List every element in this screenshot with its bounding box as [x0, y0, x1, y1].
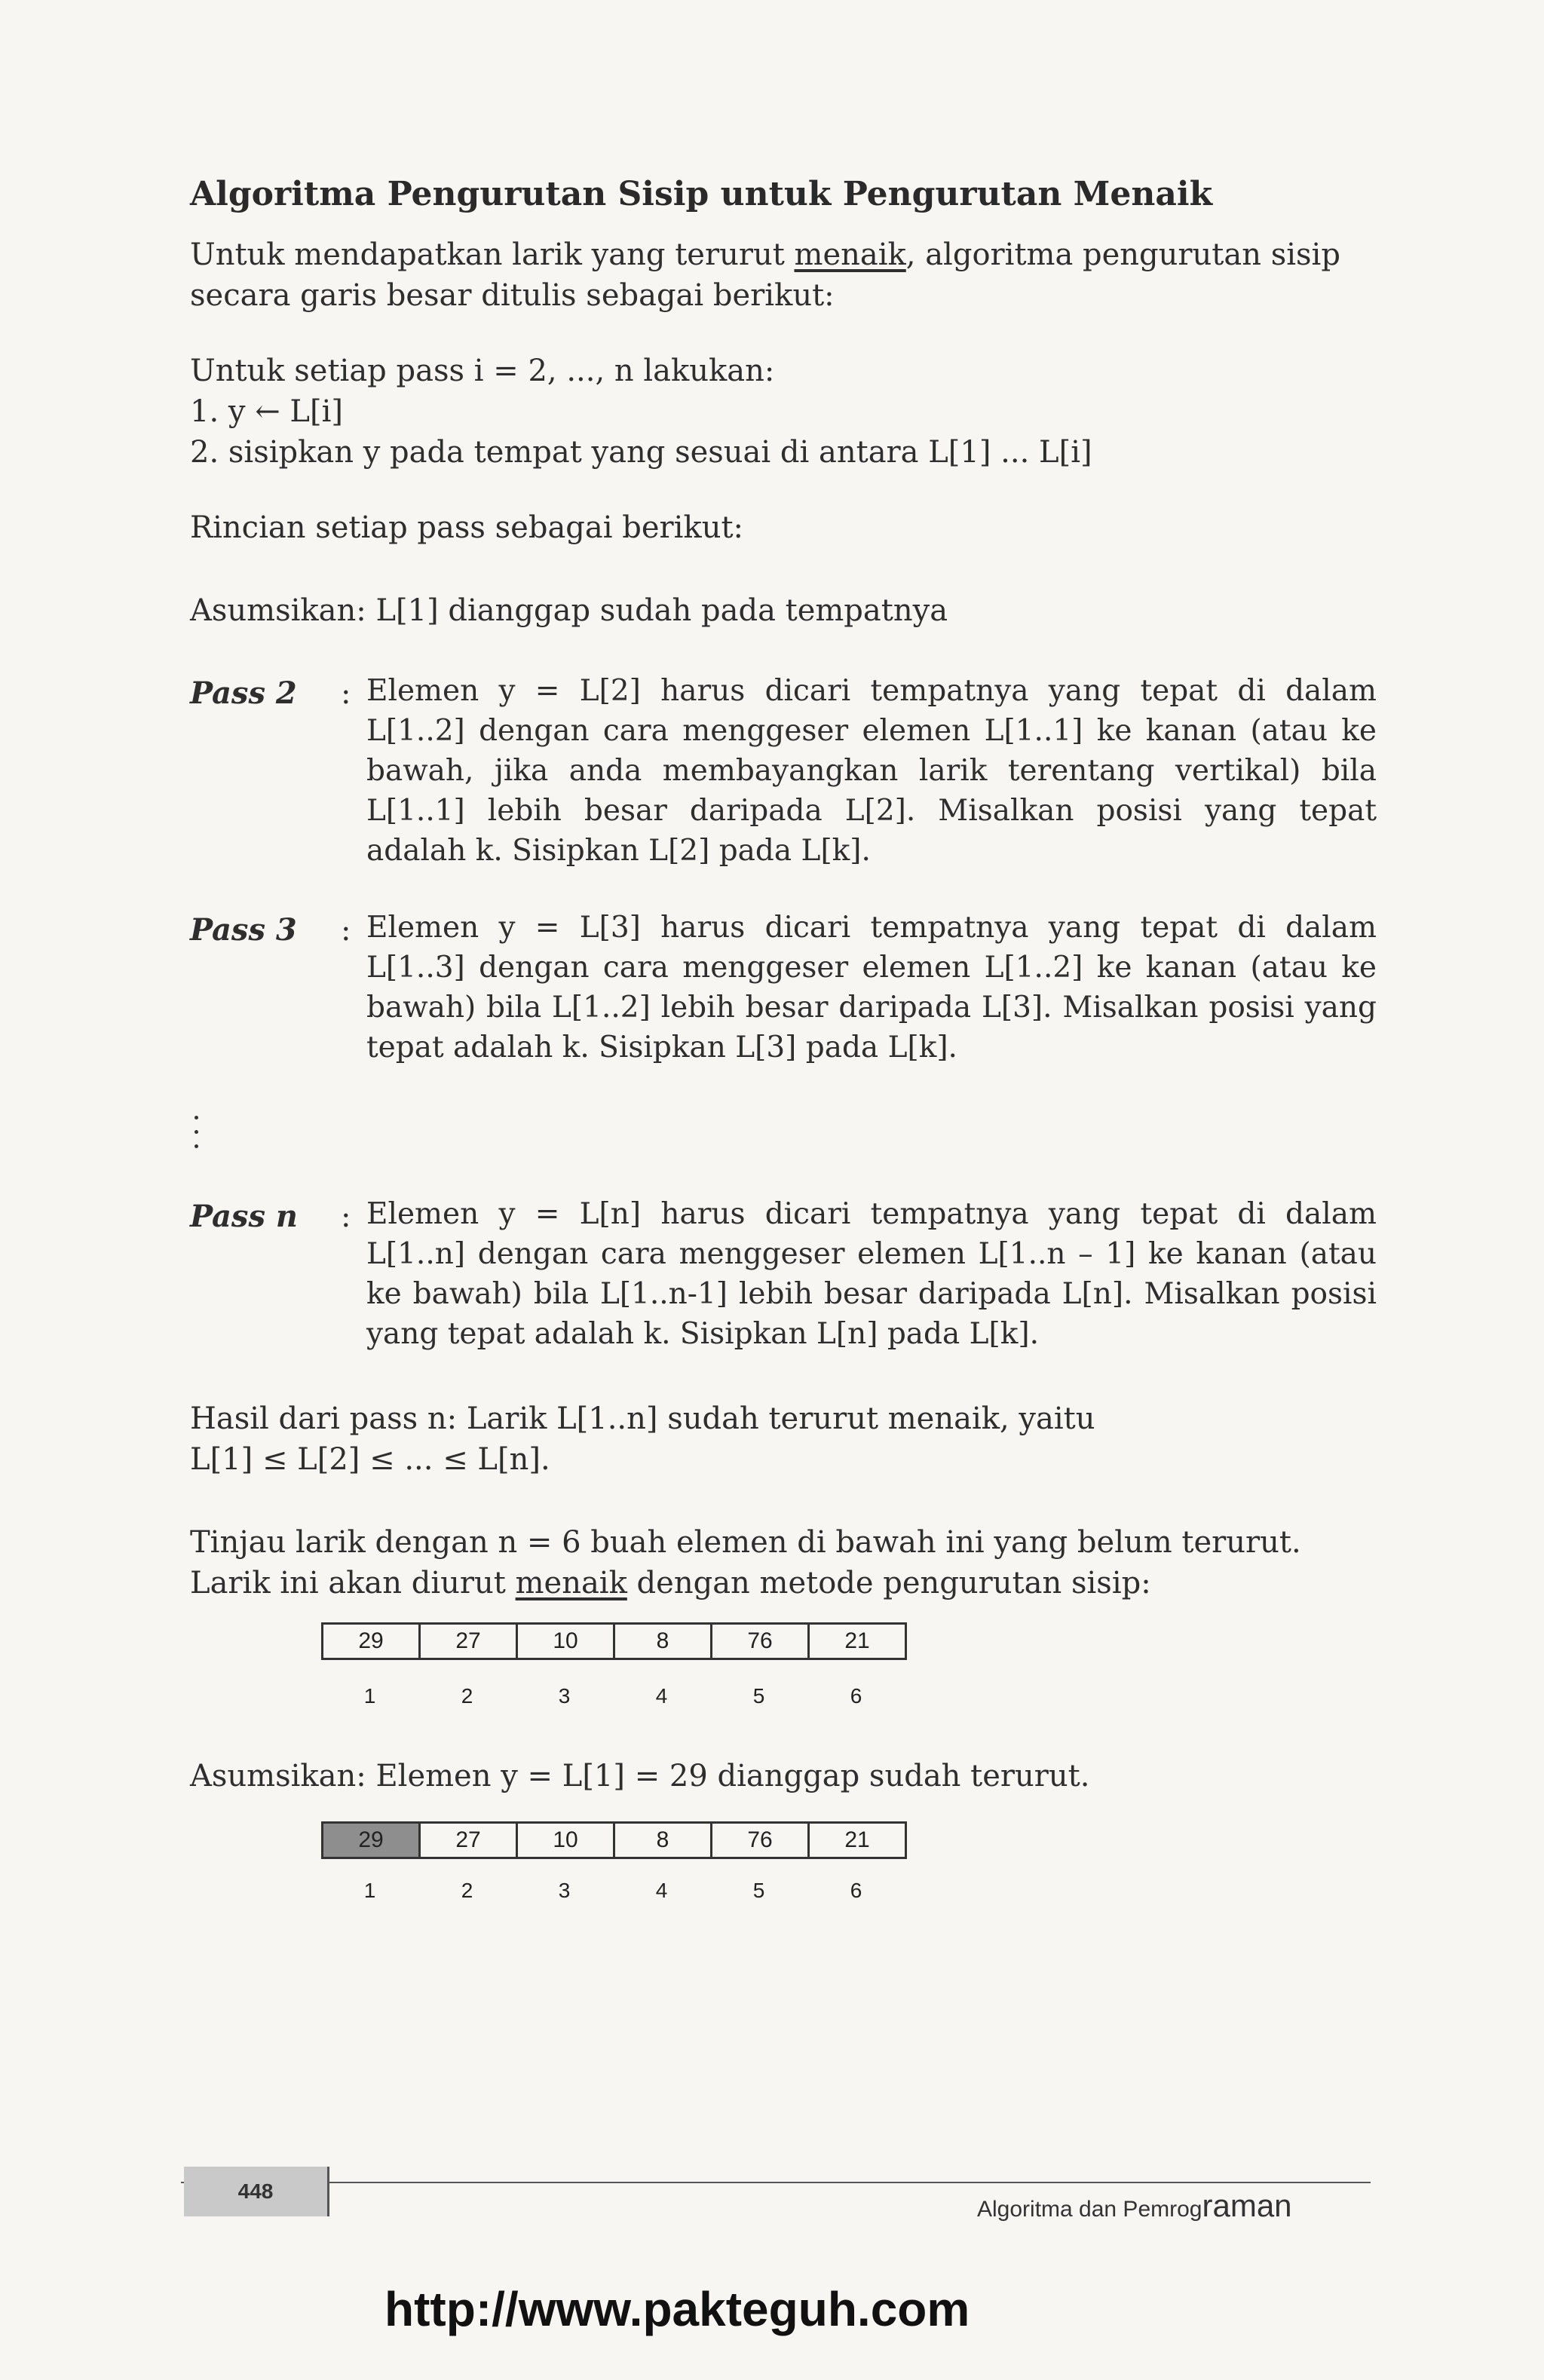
pass-3-colon: : [341, 913, 351, 948]
pass-n-label: Pass n [190, 1199, 298, 1234]
array-1-indices [321, 1684, 905, 1708]
array-1-index: 2 [461, 1684, 473, 1708]
pass-2-label: Pass 2 [190, 675, 297, 711]
step-2: 2. sisipkan y pada tempat yang sesuai di antara L[1] ... L[i] [190, 435, 1092, 470]
watermark-url: http://www.pakteguh.com [384, 2282, 970, 2336]
book-title-a: Algoritma dan Pemrog [977, 2197, 1202, 2222]
array-1-cell: 76 [712, 1625, 810, 1658]
example-text-a: Larik ini akan diurut [190, 1566, 516, 1600]
intro-text-b: , algoritma pengurutan sisip [905, 237, 1340, 272]
array-2-index: 4 [655, 1879, 668, 1902]
pass-3-label: Pass 3 [190, 912, 297, 948]
pass-3-text: Elemen y = L[3] harus dicari tempatnya yang tepat di dalam L[1..3] dengan cara menggeser elemen L[1..2] ke kanan (atau ke bawah) bila L[1..2] lebih besar daripada L[3]. Misalkan posisi yang tepat adalah k. Sisipkan L[3] pada L[k]. [366, 911, 1377, 1064]
intro-text-a: Untuk mendapatkan larik yang terurut [190, 237, 795, 272]
result-line-1: Hasil dari pass n: Larik L[1..n] sudah terurut menaik, yaitu [190, 1401, 1095, 1436]
array-1-cell: 10 [518, 1625, 615, 1658]
detail-heading: Rincian setiap pass sebagai berikut: [190, 510, 744, 545]
array-2-index: 5 [752, 1879, 765, 1902]
array-2-cell: 29 [323, 1824, 421, 1857]
footer-rule [181, 2182, 1371, 2183]
book-title-b: raman [1202, 2188, 1292, 2223]
pass-n-text: Elemen y = L[n] harus dicari tempatnya yang tepat di dalam L[1..n] dengan cara menggeser elemen L[1..n – 1] ke kanan (atau ke bawah) bila L[1..n-1] lebih besar daripada L[n]. Misalkan posisi yang tepat adalah k. Sisipkan L[n] pada L[k]. [366, 1197, 1377, 1351]
loop-heading: Untuk setiap pass i = 2, ..., n lakukan: [190, 354, 775, 388]
array-1 [321, 1622, 907, 1660]
array-2-index: 6 [850, 1879, 862, 1902]
array-2-index: 1 [363, 1879, 376, 1902]
example-line-1: Tinjau larik dengan n = 6 buah elemen di bawah ini yang belum terurut. [190, 1525, 1301, 1560]
array-2-index: 3 [558, 1879, 571, 1902]
intro-underlined-word: menaik [794, 237, 906, 272]
intro-line-1 [190, 237, 1340, 272]
array-1-cell: 29 [323, 1625, 421, 1658]
array-1-index: 5 [752, 1684, 765, 1708]
assumption-2: Asumsikan: Elemen y = L[1] = 29 dianggap sudah terurut. [190, 1759, 1090, 1793]
array-2 [321, 1821, 907, 1859]
vertical-ellipsis [195, 1116, 202, 1159]
array-2-cell: 76 [712, 1824, 810, 1857]
pass-2-text: Elemen y = L[2] harus dicari tempatnya yang tepat di dalam L[1..2] dengan cara menggeser elemen L[1..1] ke kanan (atau ke bawah, jika anda membayangkan larik terentang vertikal) bila L[1..1] lebih besar daripada L[2]. Misalkan posisi yang tepat adalah k. Sisipkan L[2] pada L[k]. [366, 674, 1377, 868]
pass-n-colon: : [341, 1199, 351, 1234]
section-title: Algoritma Pengurutan Sisip untuk Pengurutan Menaik [190, 175, 1213, 213]
example-underlined-word: menaik [515, 1566, 627, 1600]
book-title [977, 2188, 1292, 2224]
array-1-index: 6 [850, 1684, 862, 1708]
page-number: 448 [184, 2167, 329, 2216]
example-text-b: dengan metode pengurutan sisip: [626, 1566, 1151, 1600]
array-1-cell: 8 [615, 1625, 712, 1658]
array-2-cell: 27 [421, 1824, 518, 1857]
result-line-2: L[1] ≤ L[2] ≤ ... ≤ L[n]. [190, 1442, 550, 1477]
array-1-cell: 27 [421, 1625, 518, 1658]
example-line-2 [190, 1568, 1151, 1598]
array-1-index: 4 [655, 1684, 668, 1708]
intro-line-2: secara garis besar ditulis sebagai berikut: [190, 278, 835, 313]
assumption-1: Asumsikan: L[1] dianggap sudah pada tempatnya [190, 593, 948, 628]
array-1-index: 1 [363, 1684, 376, 1708]
array-2-cell: 8 [615, 1824, 712, 1857]
array-2-cell: 10 [518, 1824, 615, 1857]
array-1-index: 3 [558, 1684, 571, 1708]
pass-2-colon: : [341, 676, 351, 711]
array-2-cell: 21 [844, 1827, 870, 1852]
array-1-cell: 21 [844, 1628, 870, 1653]
step-1: 1. y ← L[i] [190, 394, 343, 429]
array-2-indices [321, 1879, 905, 1903]
array-2-index: 2 [461, 1879, 473, 1902]
